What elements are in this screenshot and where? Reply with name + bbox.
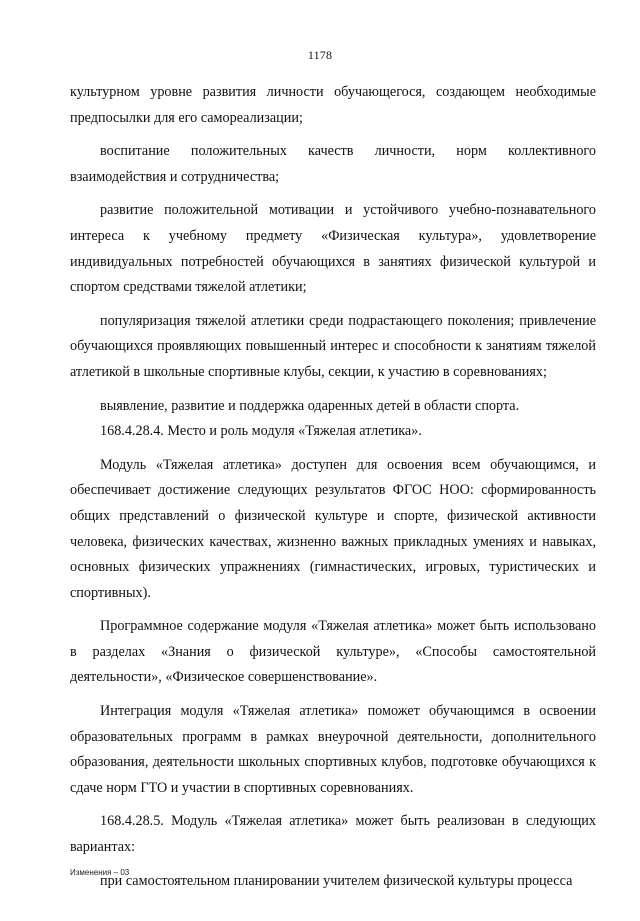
paragraph-gifted-children: выявление, развитие и поддержка одаренных детей в области спорта. <box>100 397 520 414</box>
section-heading-168-4-28-5: 168.4.28.5. Модуль «Тяжелая атлетика» может быть реализован в следующих вариантах: <box>70 813 596 856</box>
paragraph-motivation: развитие положительной мотивации и устойчивого учебно-познавательного интереса к учебному предмету «Физическая культура», удовлетворение индивидуальных потребностей обучающихся в занятиях физической культурой и спортом средствами тяжелой атлетики; <box>70 202 596 296</box>
paragraph-integration: Интеграция модуля «Тяжелая атлетика» поможет обучающимся в освоении образовательных программ в рамках внеурочной деятельности, дополнительного образования, деятельности школьных спортивных клубов, подготовке обучающихся к сдаче норм ГТО и участии в спортивных соревнованиях. <box>70 703 596 796</box>
footer-revision-note: Изменения – 03 <box>70 868 130 877</box>
page-number: 1178 <box>307 48 333 62</box>
section-heading-168-4-28-4: 168.4.28.4. Место и роль модуля «Тяжелая атлетика». <box>100 423 422 440</box>
paragraph-personality-level: культурном уровне развития личности обучающегося, создающем необходимые предпосылки для его самореализации; <box>70 84 596 126</box>
paragraph-module-availability: Модуль «Тяжелая атлетика» доступен для освоения всем обучающимся, и обеспечивает достижение следующих результатов ФГОС НОО: сформированность общих представлений о физической культуре и спорте, физической активности человека, физических качествах, жизненно важных прикладных умениях и навыках, основных физических упражнениях (гимнастических, игровых, туристических и спортивных). <box>70 456 596 601</box>
paragraph-program-content: Программное содержание модуля «Тяжелая атлетика» может быть использовано в разделах «Знания о физической культуре», «Способы самостоятельной деятельности», «Физическое совершенствование». <box>70 618 596 686</box>
paragraph-planning: при самостоятельном планировании учителем физической культуры процесса <box>100 872 573 889</box>
document-body <box>70 80 596 902</box>
paragraph-popularization: популяризация тяжелой атлетики среди подрастающего поколения; привлечение обучающихся проявляющих повышенный интерес и способности к занятиям тяжелой атлетикой в школьные спортивные клубы, секции, к участию в соревнованиях; <box>70 312 596 380</box>
paragraph-upbringing: воспитание положительных качеств личности, норм коллективного взаимодействия и сотрудничества; <box>70 143 596 185</box>
